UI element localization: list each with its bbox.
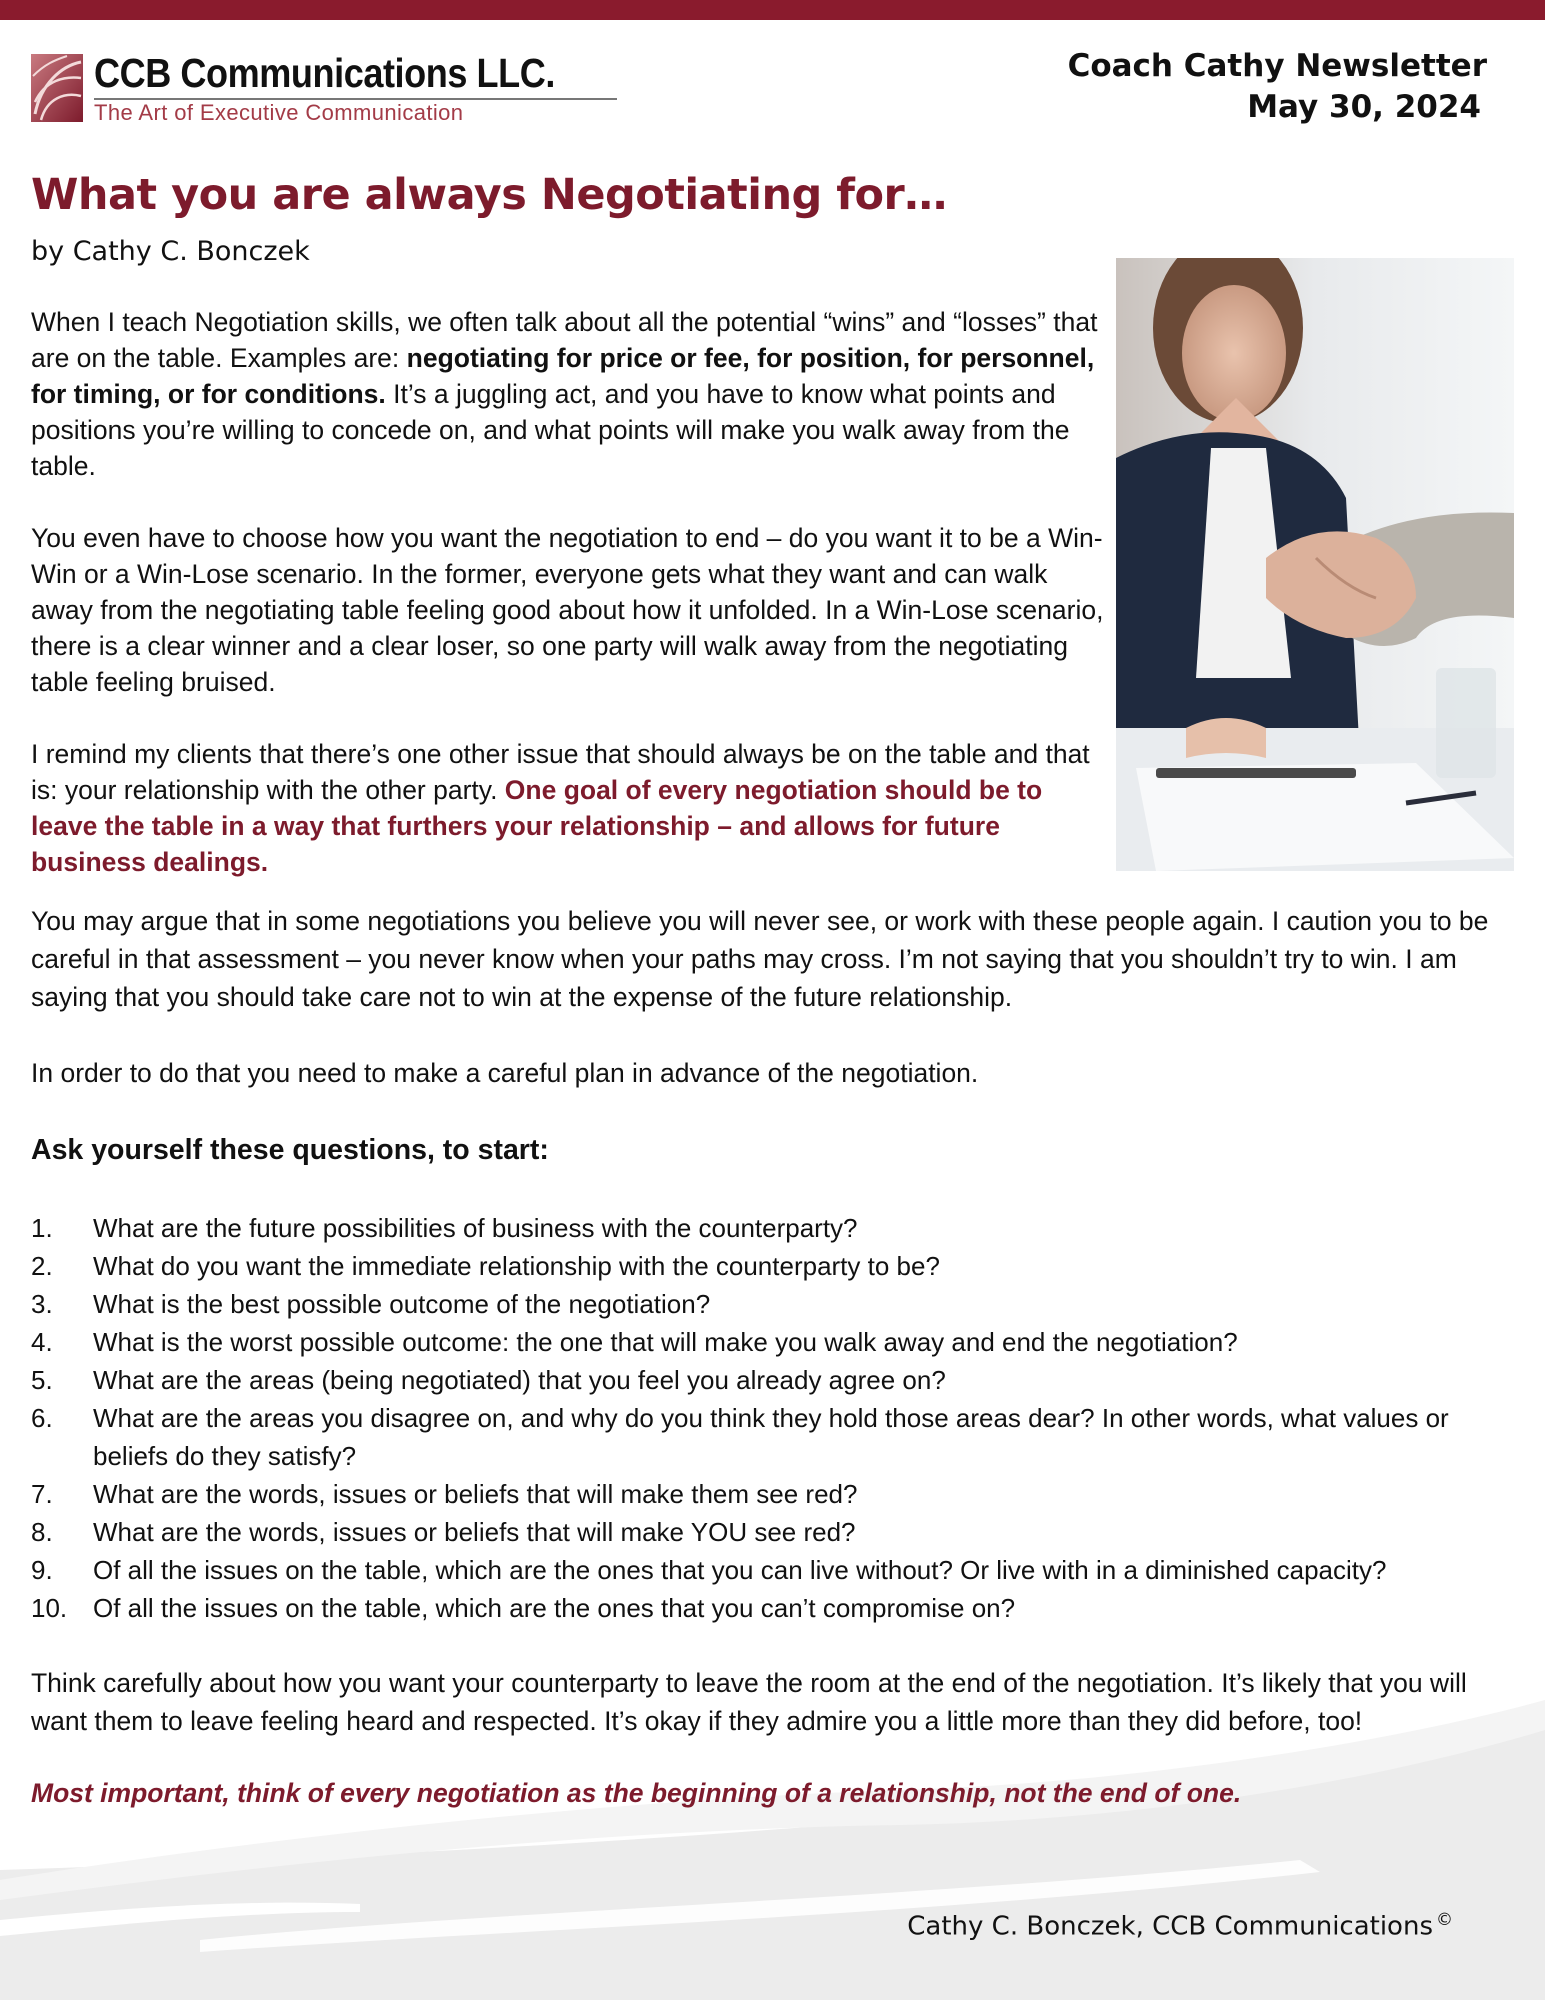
p5-text: In order to do that you need to make a careful plan in advance of the negotiation.: [31, 1058, 979, 1088]
list-item-number: 9.: [31, 1555, 53, 1585]
list-item-text: What do you want the immediate relationship with the counterparty to be?: [93, 1251, 940, 1281]
ccb-logo-icon: [31, 54, 83, 122]
list-item-text: What are the future possibilities of business with the counterparty?: [93, 1213, 858, 1243]
questions-list: [31, 1209, 1521, 1627]
list-item-text: What is the best possible outcome of the negotiation?: [93, 1289, 711, 1319]
list-item-text: What are the areas (being negotiated) that you feel you already agree on?: [93, 1365, 946, 1395]
list-item-number: 10.: [31, 1593, 68, 1623]
paragraph-2: [31, 520, 1111, 700]
paragraph-5: [31, 1054, 1521, 1092]
list-item: [31, 1247, 1521, 1285]
list-item-text: What are the words, issues or beliefs that will make them see red?: [93, 1479, 858, 1509]
list-item-number: 5.: [31, 1365, 53, 1395]
list-item-number: 7.: [31, 1479, 53, 1509]
list-item-number: 3.: [31, 1289, 53, 1319]
list-item-text: Of all the issues on the table, which are the ones that you can’t compromise on?: [93, 1593, 1016, 1623]
newsletter-title: Coach Cathy Newsletter: [1067, 48, 1487, 84]
list-item-number: 4.: [31, 1327, 53, 1357]
paragraph-6: [31, 1664, 1521, 1740]
list-item-number: 8.: [31, 1517, 53, 1547]
handshake-photo: [1116, 258, 1514, 871]
list-item-text: What are the areas you disagree on, and why do you think they hold those areas dear? In other words, what values or beliefs do they satisfy?: [93, 1403, 1449, 1471]
paragraph-3: [31, 736, 1111, 880]
list-item: [31, 1589, 1521, 1627]
list-item: [31, 1513, 1521, 1551]
list-item: [31, 1285, 1521, 1323]
company-tagline: The Art of Executive Communication: [94, 100, 464, 125]
article-byline: by Cathy C. Bonczek: [31, 236, 310, 267]
company-logo: [31, 50, 591, 126]
paragraph-4: [31, 902, 1521, 1016]
top-accent-bar: [0, 0, 1545, 20]
closing-statement: Most important, think of every negotiation as the beginning of a relationship, not the end of one.: [31, 1778, 1242, 1808]
list-item-text: What is the worst possible outcome: the one that will make you walk away and end the negotiation?: [93, 1327, 1238, 1357]
newsletter-date: May 30, 2024: [1247, 89, 1481, 125]
list-item: [31, 1361, 1521, 1399]
p4-text: You may argue that in some negotiations you believe you will never see, or work with these people again. I caution you to be careful in that assessment – you never know when your paths may cross. I’m not saying that you shouldn’t try to win. I am saying that you should take care not to win at the expense of the future relationship.: [31, 906, 1489, 1012]
list-item: [31, 1551, 1521, 1589]
list-item-number: 6.: [31, 1403, 53, 1433]
company-name: CCB Communications LLC.: [94, 50, 555, 96]
list-item: [31, 1209, 1521, 1247]
list-item-text: Of all the issues on the table, which are the ones that you can live without? Or live with in a diminished capacity?: [93, 1555, 1387, 1585]
newsletter-header: [1068, 46, 1487, 128]
questions-heading: Ask yourself these questions, to start:: [31, 1134, 549, 1166]
list-item-text: What are the words, issues or beliefs that will make YOU see red?: [93, 1517, 856, 1547]
p1-bold-text: negotiating for price or fee, for position, for personnel, for timing, or for conditions.: [31, 343, 1095, 409]
list-item: [31, 1399, 1521, 1475]
p6-text: Think carefully about how you want your counterparty to leave the room at the end of the negotiation. It’s likely that you will want them to leave feeling heard and respected. It’s okay if they admire you a little more than they did before, too!: [31, 1668, 1467, 1736]
p2-text: You even have to choose how you want the negotiation to end – do you want it to be a Win-Win or a Win-Lose scenario. In the former, everyone gets what they want and can walk away from the negotiating table feeling good about how it unfolded. In a Win-Lose scenario, there is a clear winner and a clear loser, so one party will walk away from the negotiating table feeling bruised.: [31, 523, 1104, 697]
p1-text-start: When I teach Negotiation skills, we often talk about all the potential “wins” and “losses” that are on the table. Examples are:: [31, 307, 1098, 373]
list-item: [31, 1323, 1521, 1361]
p1-text-end: It’s a juggling act, and you have to know what points and positions you’re willing to concede on, and what points will make you walk away from the table.: [31, 379, 1070, 481]
signature-text: Cathy C. Bonczek, CCB Communications: [907, 1911, 1433, 1942]
article-title: What you are always Negotiating for…: [31, 170, 947, 220]
paragraph-1: [31, 304, 1111, 484]
p3-text: I remind my clients that there’s one other issue that should always be on the table and that is: your relationship with the other party.: [31, 739, 1090, 805]
footer-signature: [907, 1910, 1453, 1942]
list-item-number: 2.: [31, 1251, 53, 1281]
copyright-symbol: ©: [1436, 1910, 1453, 1930]
p3-highlight: One goal of every negotiation should be to leave the table in a way that furthers your relationship – and allows for future business dealings.: [31, 775, 1043, 877]
list-item: [31, 1475, 1521, 1513]
list-item-number: 1.: [31, 1213, 53, 1243]
